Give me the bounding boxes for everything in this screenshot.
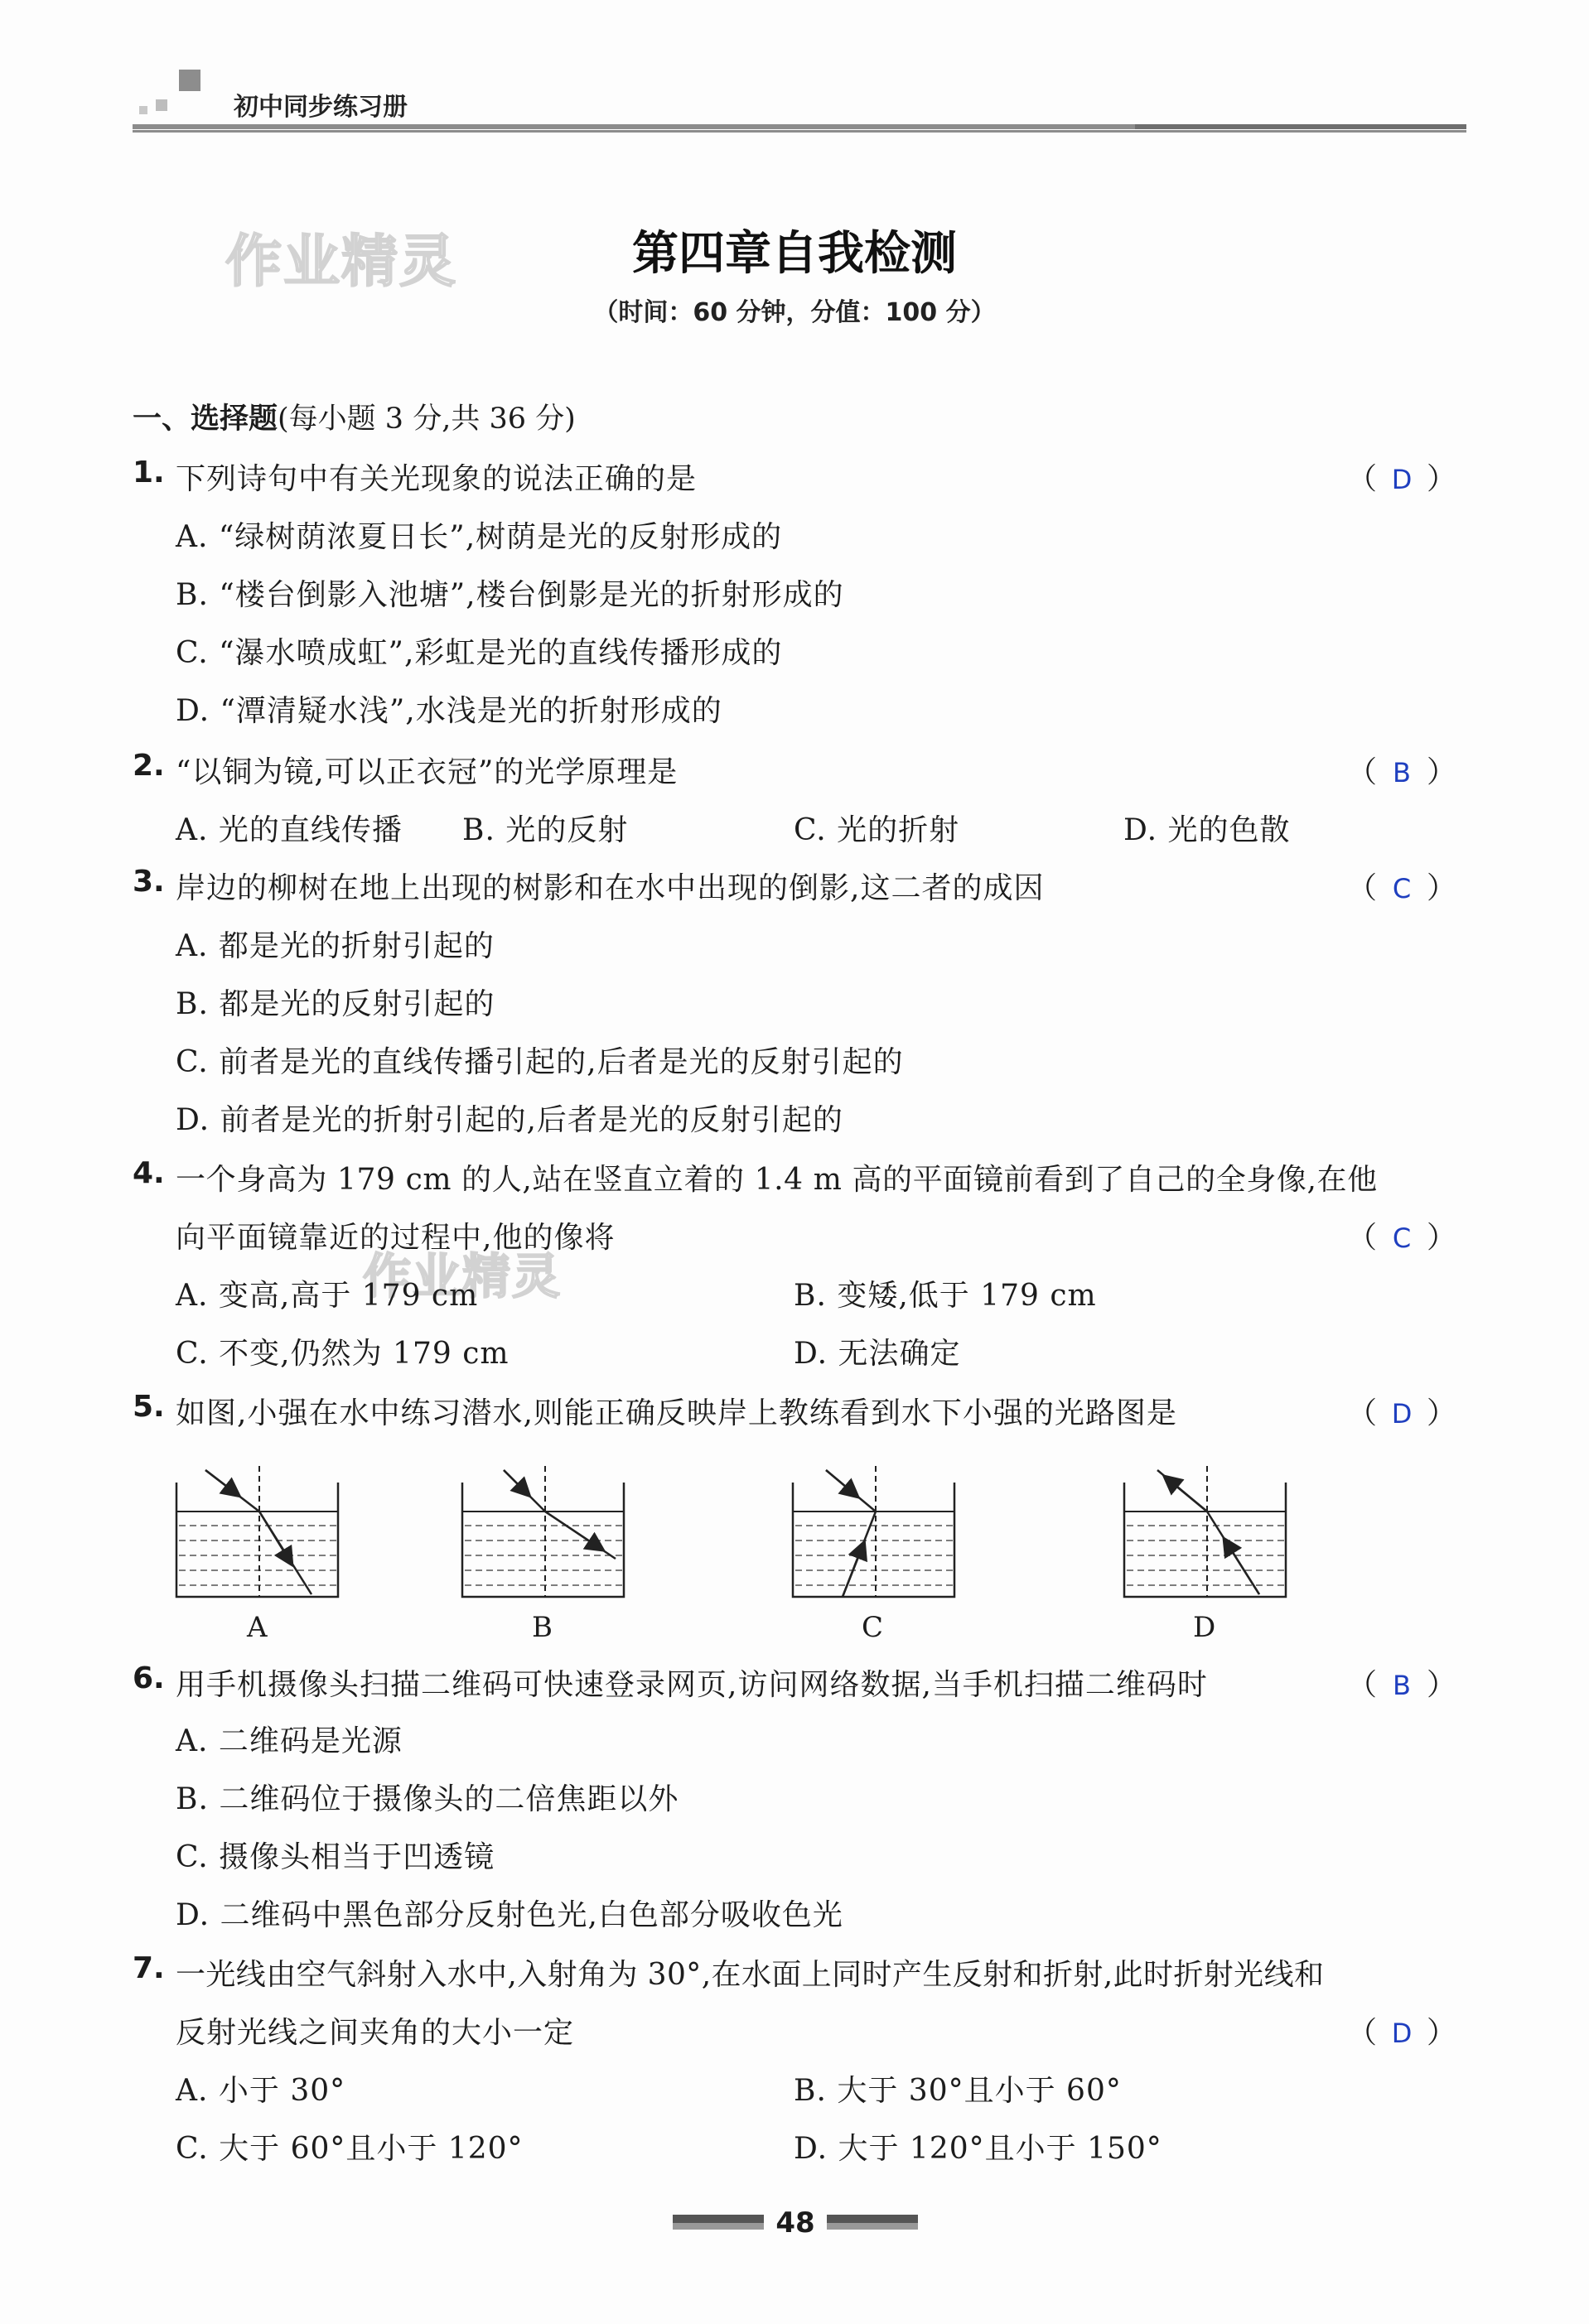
question-number: 6. (133, 1661, 165, 1695)
option: C. 前者是光的直线传播引起的,后者是光的反射引起的 (176, 1045, 904, 1079)
book-title: 初中同步练习册 (234, 93, 408, 122)
option: C. 大于 60°且小于 120° (176, 2132, 524, 2166)
question-number: 7. (133, 1951, 165, 1985)
exam-info: （时间：60 分钟，分值：100 分） (593, 298, 996, 327)
header-rule-accent (1135, 124, 1466, 129)
option: A. 变高,高于 179 cm (176, 1279, 479, 1313)
answer-letter: B (1393, 1670, 1411, 1701)
watermark-top: 作业精灵 (225, 229, 458, 295)
answer-bracket: （ C ） (1347, 871, 1457, 905)
question-stem: 用手机摄像头扫描二维码可快速登录网页,访问网络数据,当手机扫描二维码时 (176, 1668, 1208, 1702)
footer-decoration-right (827, 2215, 918, 2230)
question-stem: 岸边的柳树在地上出现的树影和在水中出现的倒影,这二者的成因 (176, 871, 1045, 905)
section-label: 一、选择题 (133, 403, 278, 436)
diagram-label: C (862, 1611, 884, 1644)
answer-bracket: （ B ） (1347, 1668, 1457, 1702)
option: D. 无法确定 (794, 1337, 961, 1371)
question-number: 4. (133, 1156, 165, 1190)
question-stem: 一个身高为 179 cm 的人,站在竖直立着的 1.4 m 高的平面镜前看到了自己的全身像,在他 (176, 1163, 1378, 1197)
question-stem-continued: 反射光线之间夹角的大小一定 (176, 2016, 575, 2050)
option: B. “楼台倒影入池塘”,楼台倒影是光的折射形成的 (176, 578, 844, 612)
answer-letter: D (1391, 464, 1413, 495)
option: D. “潭清疑水浅”,水浅是光的折射形成的 (176, 694, 722, 728)
option: A. 小于 30° (176, 2074, 346, 2108)
page-title: 第四章自我检测 (632, 227, 957, 281)
option: D. 二维码中黑色部分反射色光,白色部分吸收色光 (176, 1898, 843, 1932)
option: B. 大于 30°且小于 60° (794, 2074, 1122, 2108)
option: D. 大于 120°且小于 150° (794, 2132, 1162, 2166)
option: B. 二维码位于摄像头的二倍焦距以外 (176, 1782, 679, 1816)
question-number: 1. (133, 456, 165, 489)
answer-letter: B (1393, 757, 1411, 788)
option: A. 光的直线传播 (176, 813, 403, 847)
section-header (133, 396, 576, 437)
option: C. 不变,仍然为 179 cm (176, 1337, 510, 1371)
question-stem-continued: 向平面镜靠近的过程中,他的像将 (176, 1221, 616, 1255)
answer-bracket: （ D ） (1347, 1396, 1457, 1430)
question-number: 2. (133, 749, 165, 783)
option: D. 光的色散 (1123, 813, 1291, 847)
question-stem: 一光线由空气斜射入水中,入射角为 30°,在水面上同时产生反射和折射,此时折射光线和 (176, 1958, 1325, 1992)
answer-bracket: （ C ） (1347, 1221, 1457, 1255)
option: A. 二维码是光源 (176, 1724, 403, 1758)
footer-decoration-left (673, 2215, 764, 2230)
answer-letter: D (1391, 1398, 1413, 1430)
option: A. “绿树荫浓夏日长”,树荫是光的反射形成的 (176, 520, 783, 554)
diagram-label: B (532, 1611, 553, 1644)
option: C. 光的折射 (794, 813, 960, 847)
header-decoration (133, 70, 207, 119)
option: B. 光的反射 (462, 813, 629, 847)
question-stem: 下列诗句中有关光现象的说法正确的是 (176, 462, 698, 496)
question-number: 3. (133, 865, 165, 899)
page-number: 48 (775, 2206, 815, 2240)
question-number: 5. (133, 1390, 165, 1424)
option: C. “瀑水喷成虹”,彩虹是光的直线传播形成的 (176, 636, 783, 670)
watermark-middle: 作业精灵 (363, 1248, 563, 1304)
diagram-d (1120, 1466, 1294, 1607)
diagram-b (458, 1466, 632, 1607)
answer-letter: C (1392, 873, 1412, 904)
question-stem: 如图,小强在水中练习潜水,则能正确反映岸上教练看到水下小强的光路图是 (176, 1396, 1177, 1430)
answer-bracket: （ B ） (1347, 755, 1457, 789)
diagram-c (789, 1466, 963, 1607)
diagram-label: D (1193, 1611, 1216, 1644)
section-note: (每小题 3 分,共 36 分) (278, 403, 576, 436)
option: B. 都是光的反射引起的 (176, 987, 495, 1021)
question-stem: “以铜为镜,可以正衣冠”的光学原理是 (176, 755, 679, 789)
answer-bracket: （ D ） (1347, 462, 1457, 496)
option: A. 都是光的折射引起的 (176, 929, 495, 963)
option: C. 摄像头相当于凹透镜 (176, 1840, 495, 1874)
answer-letter: D (1391, 2018, 1413, 2049)
diagram-label: A (247, 1611, 268, 1644)
answer-letter: C (1392, 1222, 1412, 1254)
option: D. 前者是光的折射引起的,后者是光的反射引起的 (176, 1103, 843, 1137)
option: B. 变矮,低于 179 cm (794, 1279, 1097, 1313)
answer-bracket: （ D ） (1347, 2016, 1457, 2050)
diagram-a (172, 1466, 346, 1607)
